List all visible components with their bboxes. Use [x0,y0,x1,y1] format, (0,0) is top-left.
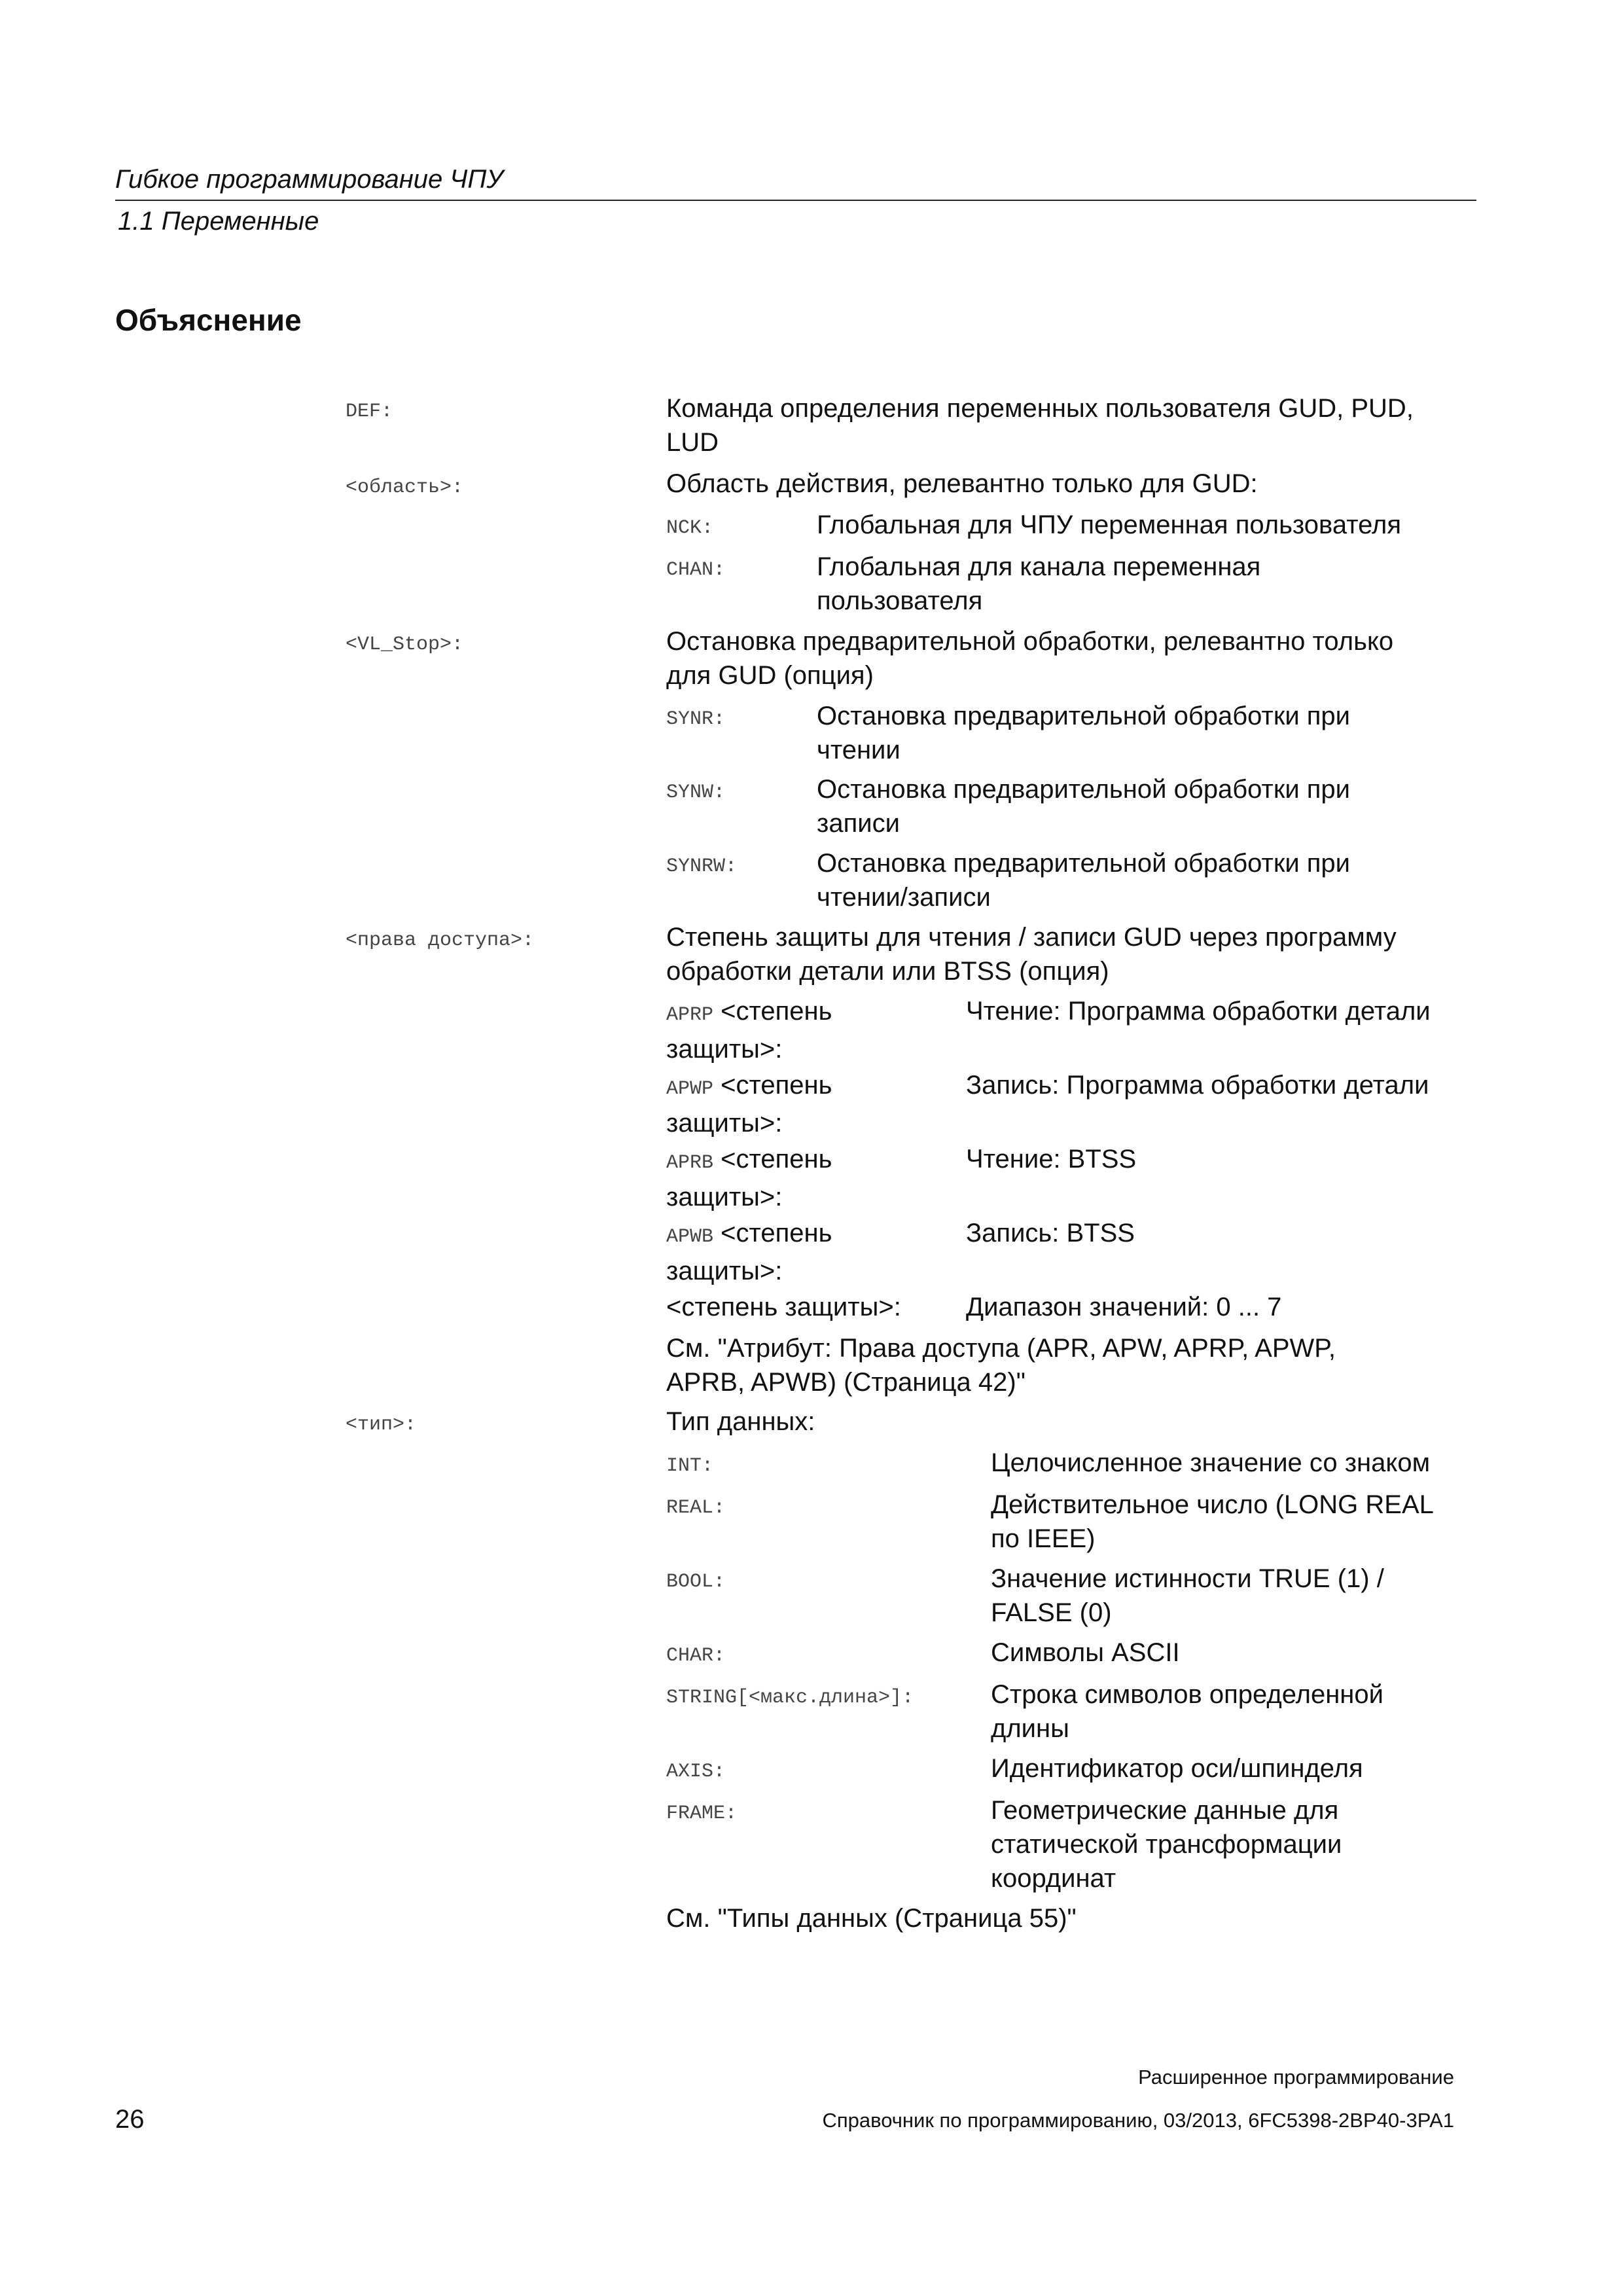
protect-level-range: Диапазон значений: 0 ... 7 [966,1293,1282,1321]
type-code-frame: FRAME: [666,1803,738,1825]
type-desc-char: Символы ASCII [991,1638,1180,1667]
access-desc-aprp: Чтение: Программа обработки детали [966,997,1431,1026]
area-desc-nck: Глобальная для ЧПУ переменная пользователя [817,511,1402,539]
vlstop-description: Остановка предварительной обработки, релевантно только для GUD (опция) [666,627,1394,690]
type-code-string: STRING[<макс.длина>]: [666,1687,914,1709]
header-rule [115,200,1476,201]
type-desc-string: Строка символов определенной длины [991,1680,1383,1743]
type-description: Тип данных: [666,1407,815,1436]
type-desc-real: Действительное число (LONG REAL по IEEE) [991,1490,1434,1553]
section-heading: Объяснение [115,303,302,337]
term-type: <тип>: [346,1414,417,1436]
type-desc-bool: Значение истинности TRUE (1) / FALSE (0) [991,1564,1384,1627]
type-code-int: INT: [666,1455,714,1477]
access-param-aprb: APRB <степень защиты>: [666,1145,832,1211]
type-see-also: См. "Типы данных (Страница 55)" [666,1904,1077,1933]
area-desc-chan: Глобальная для канала переменная пользователя [817,552,1261,615]
access-param-apwp: APWP <степень защиты>: [666,1071,832,1138]
type-desc-axis: Идентификатор оси/шпинделя [991,1754,1363,1783]
vlstop-code-synr: SYNR: [666,708,726,730]
type-code-char: CHAR: [666,1645,726,1667]
footer-book-title: Расширенное программирование [1138,2066,1454,2089]
type-desc-int: Целочисленное значение со знаком [991,1448,1431,1477]
term-def: DEF: [346,401,393,423]
vlstop-desc-synr: Остановка предварительной обработки при чтении [817,702,1351,764]
access-param-aprp: APRP <степень защиты>: [666,997,832,1064]
vlstop-code-synw: SYNW: [666,781,726,804]
vlstop-desc-synrw: Остановка предварительной обработки при чтении/записи [817,849,1351,912]
footer-reference: Справочник по программированию, 03/2013, 6FC5398-2BP40-3PA1 [822,2109,1454,2132]
access-desc-aprb: Чтение: BTSS [966,1145,1137,1174]
term-access: <права доступа>: [346,929,535,952]
type-code-bool: BOOL: [666,1571,726,1593]
access-see-also: См. "Атрибут: Права доступа (APR, APW, APRP, APWP, APRB, APWB) (Страница 42)" [666,1334,1336,1397]
term-area: <область>: [346,476,464,499]
area-code-chan: CHAN: [666,559,726,581]
term-vlstop: <VL_Stop>: [346,634,464,656]
type-desc-frame: Геометрические данные для статической трансформации координат [991,1796,1342,1893]
def-description: Команда определения переменных пользователя GUD, PUD, LUD [666,394,1414,457]
protect-level-label: <степень защиты>: [666,1293,901,1321]
access-description: Степень защиты для чтения / записи GUD через программу обработки детали или BTSS (опция) [666,923,1397,986]
area-description: Область действия, релевантно только для GUD: [666,469,1258,498]
running-header-title: Гибкое программирование ЧПУ [115,165,503,194]
type-code-axis: AXIS: [666,1761,726,1783]
area-code-nck: NCK: [666,517,714,539]
access-param-apwb: APWB <степень защиты>: [666,1219,832,1285]
vlstop-code-synrw: SYNRW: [666,855,738,878]
type-code-real: REAL: [666,1497,726,1519]
access-desc-apwb: Запись: BTSS [966,1219,1135,1247]
page-number: 26 [115,2105,145,2134]
running-header-section: 1.1 Переменные [118,207,319,236]
vlstop-desc-synw: Остановка предварительной обработки при записи [817,775,1351,838]
access-desc-apwp: Запись: Программа обработки детали [966,1071,1429,1100]
